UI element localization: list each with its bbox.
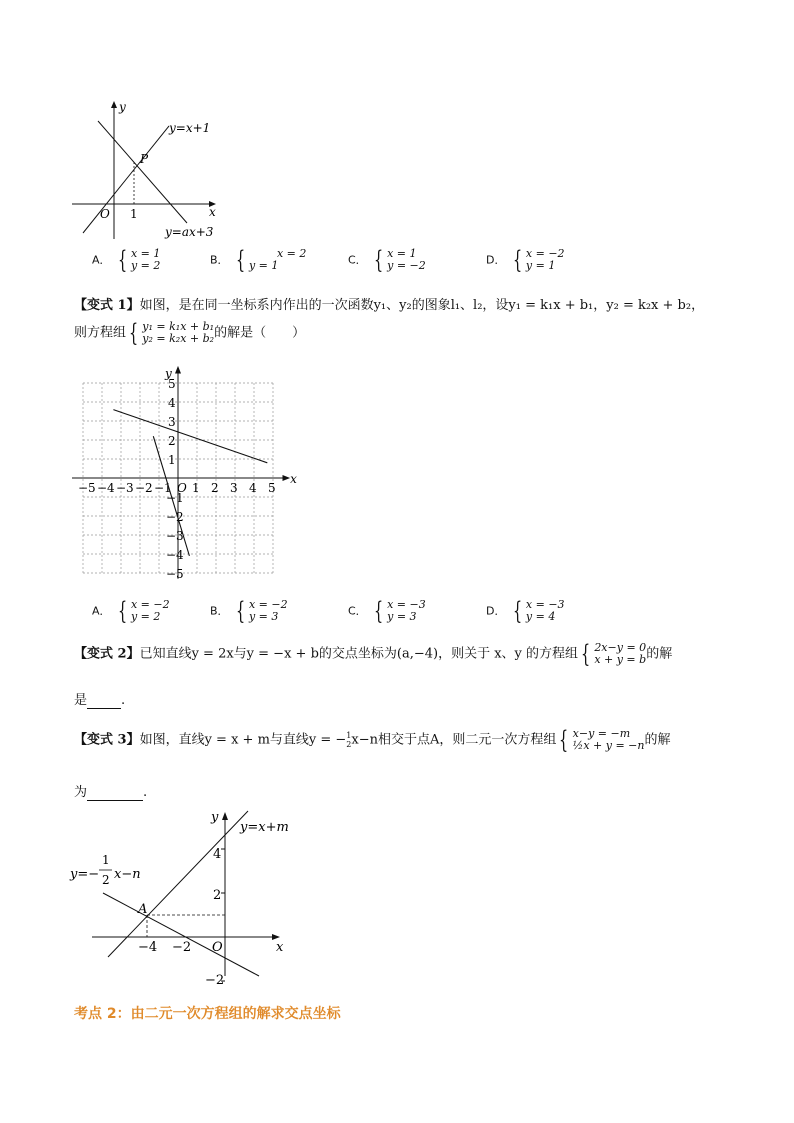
y-tick-label: 1: [168, 453, 176, 467]
grid-x-label: x: [290, 472, 297, 486]
line-y-half-x-minus-n: [103, 893, 259, 976]
brace-icon: {: [373, 246, 384, 274]
fig3-y-label: y: [211, 810, 219, 825]
q1-option-b[interactable]: B． { x = −2 y = 3: [210, 597, 288, 625]
x-tick-label: 1: [192, 481, 200, 495]
y-tick-label: −5: [166, 567, 184, 581]
q0-option-b[interactable]: B． { x = 2 y = 1: [210, 246, 307, 274]
x-tick-label: 4: [249, 481, 257, 495]
fig3-line2-label-num: 1: [102, 853, 110, 867]
y-tick-label: −1: [166, 491, 184, 505]
y-tick-label: −2: [166, 510, 184, 524]
q0-option-d[interactable]: D． { x = −2 y = 1: [486, 246, 565, 274]
fig3-line2-label-b: x−n: [114, 867, 141, 882]
x-axis-arrow: [283, 475, 291, 481]
variant-1-tag: 【变式 1】: [74, 298, 140, 313]
fig3-tick-neg2-x: −2: [172, 940, 192, 955]
variant-3-line-1: 【变式 3】如图，直线y = x + m与直线y = − 1 2 x−n相交于点A，则二元一次方程组 { x−y = −m ½x + y = −n 的解: [74, 726, 671, 754]
brace-icon: {: [117, 597, 127, 625]
variant-2-tag: 【变式 2】: [74, 646, 140, 662]
brace-icon: {: [512, 246, 522, 274]
x-tick-label: −1: [154, 481, 172, 495]
variant-3-tag: 【变式 3】: [74, 732, 140, 748]
brace-icon: {: [235, 597, 245, 625]
fig3-tick-4: 4: [213, 847, 222, 862]
y-axis-arrow: [111, 101, 117, 108]
fig3-tick-neg4: −4: [138, 940, 158, 955]
variant-1-line-1: 【变式 1】如图，是在同一坐标系内作出的一次函数y₁、y₂的图象l₁、l₂，设y₁ = k₁x + b₁，y₂ = k₂x + b₂，: [74, 298, 705, 313]
y-tick-label: 2: [168, 434, 176, 448]
y-tick-label: 3: [168, 415, 176, 429]
brace-icon: {: [512, 597, 522, 625]
fig1-point-p: P: [140, 152, 149, 166]
y-axis-arrow: [175, 366, 181, 374]
answer-blank[interactable]: [87, 693, 121, 709]
fig1-y-label: y: [119, 100, 126, 114]
fig3-line1-label: y=x+m: [240, 820, 289, 835]
answer-blank[interactable]: [87, 785, 143, 801]
x-tick-label: 3: [230, 481, 238, 495]
x-tick-label: −2: [135, 481, 153, 495]
q0-option-c[interactable]: C． { x = 1 y = −2: [348, 246, 426, 274]
fig1-line1-label: y=x+1: [169, 121, 211, 135]
x-tick-label: 2: [211, 481, 219, 495]
brace-icon: {: [235, 246, 245, 274]
line-y-ax-plus-3: [98, 121, 187, 223]
x-tick-label: −3: [116, 481, 134, 495]
fig1-line2-label: y=ax+3: [165, 225, 214, 239]
variant-1-line-2: 则方程组 { y₁ = k₁x + b₁ y₂ = k₂x + b₂ 的解是（ ）: [74, 319, 306, 347]
q1-option-a[interactable]: A． { x = −2 y = 2: [92, 597, 170, 625]
fig3-tick-2: 2: [213, 888, 222, 903]
figure-1-graph: [66, 95, 236, 240]
q1-option-d[interactable]: D． { x = −3 y = 4: [486, 597, 565, 625]
fig1-tick-1: 1: [130, 207, 138, 221]
fig3-point-a: A: [138, 902, 148, 917]
q1-option-c[interactable]: C． { x = −3 y = 3: [348, 597, 426, 625]
grid-y-label: y: [165, 366, 172, 381]
figure-2-grid-graph: [72, 366, 302, 582]
variant-2-line-2: 是 .: [74, 693, 126, 708]
brace-icon: {: [581, 640, 591, 668]
x-tick-label: −5: [78, 481, 96, 495]
y-tick-label: −3: [166, 529, 184, 543]
brace-icon: {: [117, 246, 127, 274]
y-tick-label: −4: [166, 548, 184, 562]
fig3-tick-neg2-y: −2: [205, 973, 225, 986]
fig3-line2-label-den: 2: [102, 873, 110, 887]
x-tick-label: O: [177, 481, 187, 495]
line-y-x-plus-m: [108, 811, 248, 957]
y-axis-arrow: [222, 812, 228, 820]
fig1-x-label: x: [209, 205, 216, 219]
line-l1: [113, 410, 267, 463]
y-tick-label: 4: [168, 396, 176, 410]
x-tick-label: 5: [268, 481, 276, 495]
fig3-line2-label-a: y=−: [70, 867, 100, 882]
fig3-x-label: x: [276, 940, 284, 955]
section-heading-2: 考点 2：由二元一次方程组的解求交点坐标: [74, 1006, 341, 1022]
variant-2-line-1: 【变式 2】已知直线y = 2x与y = −x + b的交点坐标为(a,−4)，则关于 x、y 的方程组 { 2x−y = 0 x + y = b 的解: [74, 640, 673, 668]
variant-3-line-2: 为 .: [74, 785, 148, 800]
brace-icon: {: [373, 597, 384, 625]
y-tick-label: 5: [168, 377, 176, 391]
fig3-origin: O: [212, 940, 223, 955]
brace-icon: {: [129, 319, 139, 347]
fig1-origin-label: O: [100, 207, 110, 221]
brace-icon: {: [559, 726, 569, 754]
line-y-x-plus-1: [83, 126, 169, 233]
figure-3-graph: [66, 806, 296, 986]
q0-option-a[interactable]: A． { x = 1 y = 2: [92, 246, 161, 274]
x-tick-label: −4: [97, 481, 115, 495]
